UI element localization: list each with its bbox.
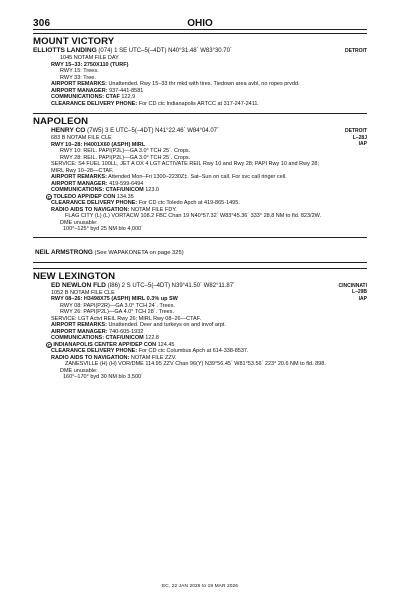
airport-location: 1 SE UTC–5(–4DT) N40°31.48´ W83°30.70´	[114, 48, 232, 54]
airport-ident: (074)	[98, 48, 113, 54]
city-name: NEW LEXINGTON	[33, 270, 116, 282]
chart-references: CINCINNATI L–29B IAP	[338, 282, 367, 302]
elevation-notam: 1045 NOTAM FILE DAY	[60, 55, 119, 61]
effective-date-footer: EC, 22 JAN 2026 to 19 MAR 2026	[161, 584, 239, 589]
runway-end: RWY 10: REIL. PAPI(P2L)—GA 3.0° TCH 25´. Crops.	[60, 148, 191, 154]
airport-name: HENRY CO	[51, 127, 86, 134]
airport-location: 3 E UTC–5(–4DT) N41°22.46´ W84°04.07´	[105, 128, 219, 134]
page-number: 306	[33, 18, 51, 29]
info-line: COMMUNICATIONS: CTAF/UNICOM 123.0	[51, 187, 159, 193]
city-section-napoleon	[33, 113, 367, 233]
airport-location: 2 S UTC–5(–4DT) N39°41.50´ W82°11.87´	[121, 282, 236, 289]
dme-note: 160°–170° byd 30 NM blo 3,500´	[63, 374, 143, 380]
state-title: OHIO	[187, 18, 213, 29]
city-section-mount-victory	[33, 33, 367, 107]
navaid-line: ZANESVILLE (H) (H) VOR/DME 114.95 ZZV Chan 96(Y) N39°56.45´ W81°53.56´ 223° 20.6 NM to fld. 898.	[65, 361, 326, 367]
runway-line: RWY 08–26: H3498X75 (ASPH) MIRL 0.3% up SW	[51, 296, 178, 302]
chart-references: DETROIT	[345, 48, 367, 54]
service-line: SERVICE: S4 FUEL 100LL, JET A OX 4 LGT ACTIVATE REIL Rwy 10 and Rwy 28; PAPI Rwy 10 and Rwy 28; MIRL Rwy 10–28—CTAF.	[51, 161, 319, 174]
class-c-airspace-icon: C	[47, 194, 51, 200]
info-line: COMMUNICATIONS: CTAF/UNICOM 122.8	[51, 335, 159, 341]
airport-ident: (I86)	[107, 282, 120, 289]
runway-end: RWY 26: PAPI(P2L)—GA 4.0° TCH 28´. Trees.	[60, 309, 174, 315]
airport-ident-line	[33, 47, 325, 55]
info-line: CLEARANCE DELIVERY PHONE: For CD ctc Toledo Apch at 419-865-1495.	[51, 200, 240, 206]
chart-references: DETROIT L–28J IAP	[345, 128, 367, 148]
info-line: AIRPORT MANAGER: 419-599-6494	[51, 180, 144, 187]
airport-ident: (7W5)	[87, 128, 104, 134]
info-line: AIRPORT MANAGER: 937-441-8581	[51, 87, 144, 94]
runway-line: RWY 10–28: H4001X60 (ASPH) MIRL	[51, 141, 146, 148]
info-line: RADIO AIDS TO NAVIGATION: NOTAM FILE FDY.	[51, 206, 177, 213]
app-dep-line: C INDIANAPOLIS CENTER APP/DEP CON 124.45	[47, 341, 175, 348]
info-line: AIRPORT MANAGER: 740-605-1932	[51, 328, 144, 335]
info-line: AIRPORT REMARKS: Attended Mon–Fri 1300–2230Z‡. Sat–Sun on call. For svc call ringer cell.	[51, 174, 287, 180]
info-line: CLEARANCE DELIVERY PHONE: For CD ctc Indianapolis ARTCC at 317-247-2411.	[51, 100, 259, 107]
city-section-new-lexington	[33, 268, 367, 381]
runway-end: RWY 28: REIL. PAPI(P2L)—GA 3.0° TCH 25´. Crops.	[60, 154, 191, 161]
airport-entry	[33, 282, 367, 381]
runway-line: RWY 15–33: 2750X110 (TURF)	[51, 61, 129, 68]
reference-airport: NEIL ARMSTRONG	[35, 248, 93, 256]
info-line: COMMUNICATIONS: CTAF 122.9	[51, 94, 136, 100]
info-line: AIRPORT REMARKS: Unattended. Rwy 15–33 thr mkd with tires. Tiedown area avbl, no ropes prvdd.	[51, 81, 300, 87]
dme-note: DME unusable:	[60, 219, 98, 226]
page-header	[33, 10, 367, 30]
info-line: CLEARANCE DELIVERY PHONE: For CD ctc Columbus Apch at 614-338-8537.	[51, 348, 249, 354]
airport-entry	[33, 47, 367, 107]
elevation-notam: 683 B NOTAM FILE CLE	[51, 135, 112, 141]
dme-note: DME unusable:	[60, 367, 98, 374]
runway-end: RWY 08: PAPI(P2R)—GA 3.0° TCH 24´. Trees.	[60, 302, 175, 309]
class-c-airspace-icon: C	[47, 342, 51, 348]
city-name: MOUNT VICTORY	[33, 36, 115, 47]
dme-note: 100°–125° byd 25 NM blo 4,000´	[63, 226, 143, 232]
elevation-notam: 1052 B NOTAM FILE CLE	[51, 289, 115, 296]
reference-text: (See WAPAKONETA on page 325)	[94, 249, 184, 256]
info-line: RADIO AIDS TO NAVIGATION: NOTAM FILE ZZV.	[51, 354, 177, 361]
city-name: NAPOLEON	[33, 116, 89, 127]
runway-end: RWY 33: Tree.	[60, 74, 96, 81]
airport-name: ELLIOTTS LANDING	[33, 47, 97, 54]
service-line: SERVICE: LGT Actvt REIL Rwy 26; MIRL Rwy 08–26—CTAF.	[51, 315, 201, 322]
airport-entry	[33, 127, 367, 233]
app-dep-line: C TOLEDO APP/DEP CON 134.35	[47, 193, 134, 200]
airport-name: ED NEWLON FLD	[51, 281, 106, 289]
info-line: AIRPORT REMARKS: Unattended. Deer and turkeys on and invof arpt.	[51, 322, 226, 328]
runway-end: RWY 15: Trees.	[60, 68, 99, 74]
airport-ident-line	[51, 282, 325, 290]
navaid-line: FLAG CITY (L) (L) VORTACW 108.2 FBC Chan 19 N40°57.32´ W83°45.36´ 333° 28.8 NM to fld. 823/2W.	[65, 213, 322, 219]
airport-ident-line	[51, 127, 325, 135]
cross-reference	[33, 237, 367, 263]
